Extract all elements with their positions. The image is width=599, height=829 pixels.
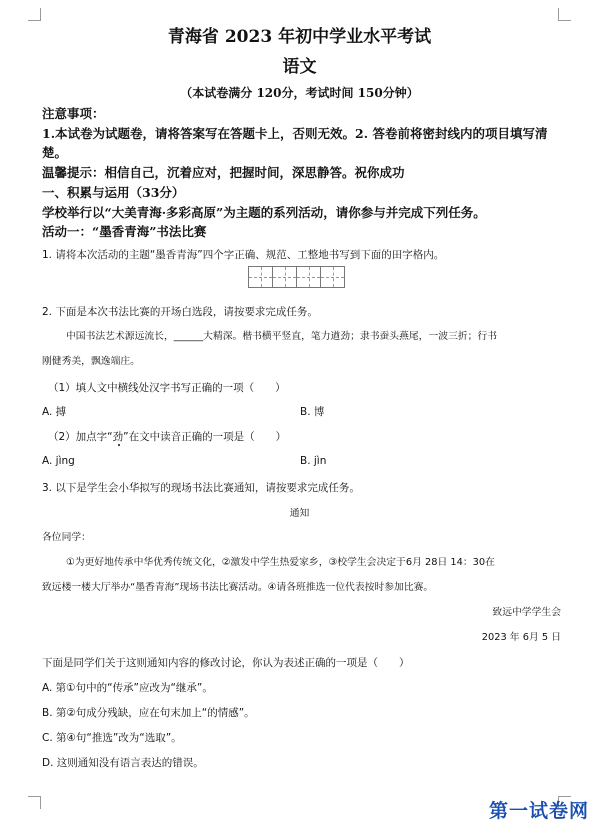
question-2-sub-1-option-b[interactable]: B. 博 <box>300 406 325 418</box>
question-2-sub-2-option-b[interactable]: B. jìn <box>300 455 327 467</box>
section-1-heading: 一、积累与运用（33分） <box>42 185 185 200</box>
question-2-sub-2-option-a[interactable]: A. jìng <box>42 455 75 467</box>
question-2-sub-2-suffix: ”在文中读音正确的一项是（ ） <box>123 431 287 443</box>
notice-title: 通知 <box>289 508 310 519</box>
notice-body-line-2: 致远楼一楼大厅举办“墨香青海”现场书法比赛活动。④请各班推选一位代表按时参加比赛。 <box>42 582 434 593</box>
question-2-passage-line-1: 中国书法艺术源远流长，______大精深。楷书横平竖直，笔力遒劲；隶书蚕头燕尾，一波三折；行书 <box>66 331 498 342</box>
notes-line-2: 楚。 <box>42 145 68 160</box>
writing-grid <box>249 266 345 288</box>
question-3-option-d[interactable]: D. 这则通知没有语言表达的错误。 <box>42 757 204 769</box>
exam-subject: 语文 <box>282 57 317 77</box>
grid-cell[interactable] <box>248 266 273 288</box>
exam-info: （本试卷满分 120分，考试时间 150分钟） <box>180 86 419 100</box>
question-3-option-a[interactable]: A. 第①句中的“传承”应改为“继承”。 <box>42 682 213 694</box>
notice-body-line-1: ①为更好地传承中华优秀传统文化，②激发中学生热爱家乡，③校学生会决定于6月 28日 14：30在 <box>66 557 495 568</box>
question-2-sub-2 <box>48 429 286 444</box>
grid-cell[interactable] <box>320 266 345 288</box>
grid-cell[interactable] <box>296 266 321 288</box>
crop-mark-bottom-left <box>28 796 41 809</box>
question-2-sub-2-prefix: （2）加点字“ <box>48 431 113 443</box>
question-2-text: 2. 下面是本次书法比赛的开场白选段，请按要求完成任务。 <box>42 306 318 318</box>
section-1-intro: 学校举行以“大美青海·多彩高原”为主题的系列活动，请你参与并完成下列任务。 <box>42 205 486 220</box>
question-3-text: 3. 以下是学生会小华拟写的现场书法比赛通知，请按要求完成任务。 <box>42 482 360 494</box>
notice-greeting: 各位同学： <box>42 532 91 543</box>
activity-1-title: 活动一：“墨香青海”书法比赛 <box>42 224 207 239</box>
site-watermark: 第一试卷网 <box>488 800 589 822</box>
notes-heading: 注意事项： <box>42 106 105 121</box>
notice-signature: 致远中学学生会 <box>492 607 561 618</box>
notes-tip: 温馨提示：相信自己，沉着应对，把握时间，深思静答。祝你成功 <box>42 165 405 180</box>
emphasized-character: 劲 <box>112 431 124 443</box>
question-1-text: 1. 请将本次活动的主题“墨香青海”四个字正确、规范、工整地书写到下面的田字格内。 <box>42 249 445 261</box>
question-3-discussion: 下面是同学们关于这则通知内容的修改讨论，你认为表述正确的一项是（ ） <box>42 657 410 669</box>
question-3-option-b[interactable]: B. 第②句成分残缺，应在句末加上“的情感”。 <box>42 707 255 719</box>
question-2-sub-1-option-a[interactable]: A. 搏 <box>42 406 67 418</box>
crop-mark-top-right <box>558 8 571 21</box>
question-2-passage-line-2: 刚健秀美，飘逸端庄。 <box>42 356 140 367</box>
question-2-sub-1: （1）填人文中横线处汉字书写正确的一项（ ） <box>48 382 286 394</box>
exam-title: 青海省 2023 年初中学业水平考试 <box>167 27 432 47</box>
grid-cell[interactable] <box>272 266 297 288</box>
question-3-option-c[interactable]: C. 第④句“推选”改为“选取”。 <box>42 732 182 744</box>
notes-line-1: 1.本试卷为试题卷，请将答案写在答题卡上，否则无效。2. 答卷前将密封线内的项目填写清 <box>42 126 548 141</box>
notice-date: 2023 年 6月 5 日 <box>481 632 561 643</box>
crop-mark-top-left <box>28 8 41 21</box>
